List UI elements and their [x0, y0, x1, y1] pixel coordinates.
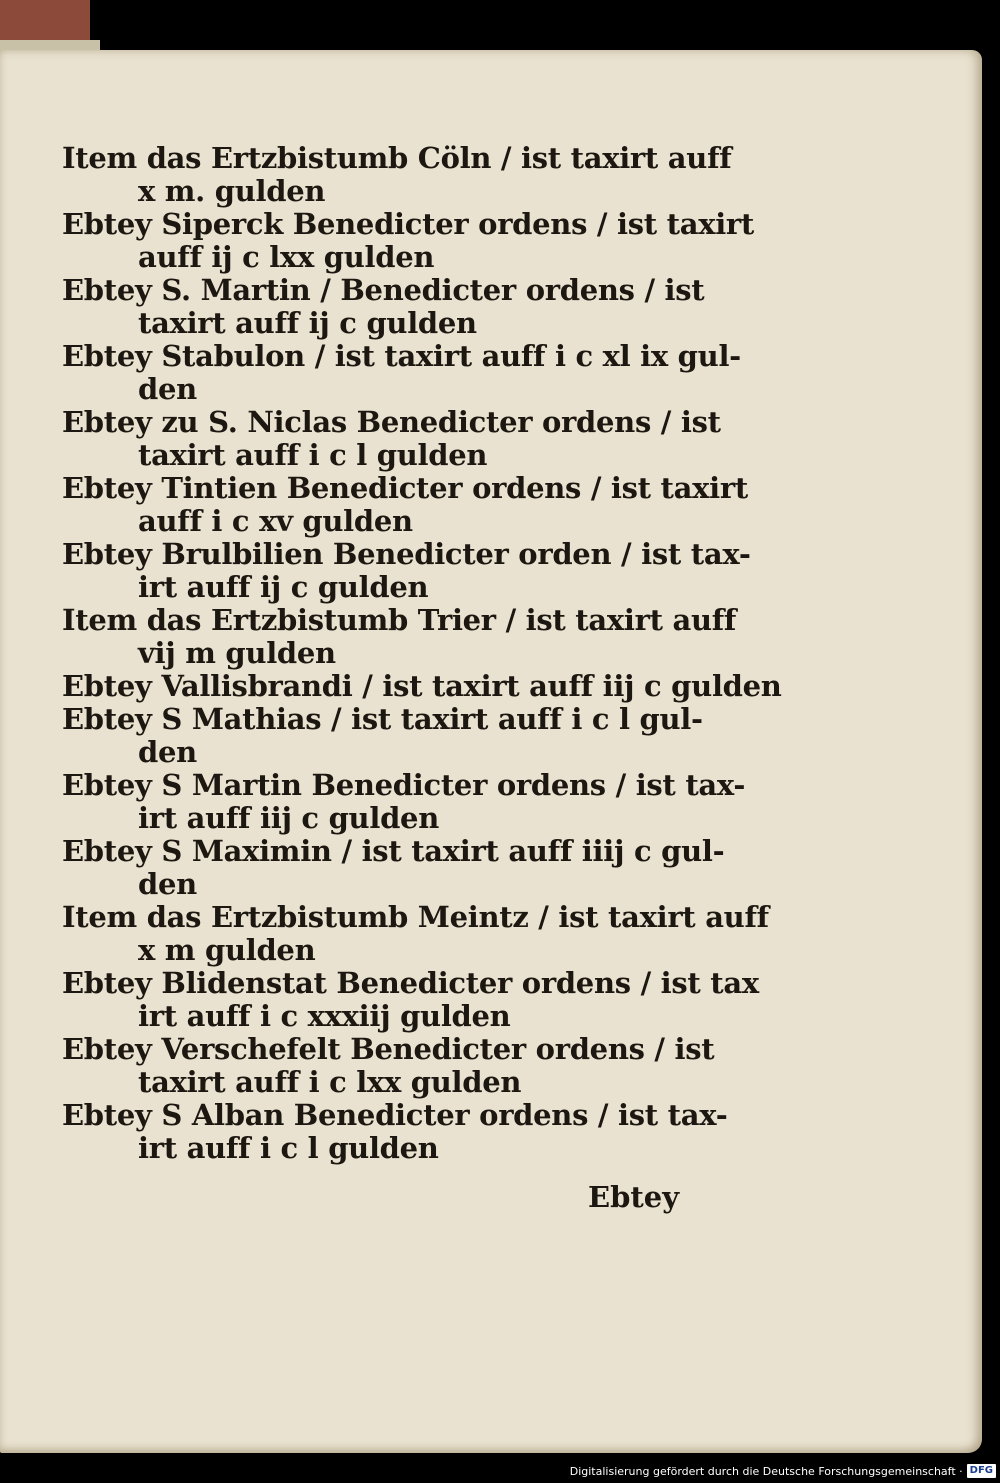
text-line: Ebtey S Mathias / ist taxirt auff i c l gul- [62, 702, 703, 736]
text-line: Ebtey zu S. Niclas Benedicter ordens / ist [62, 405, 721, 439]
text-line: Item das Ertzbistumb Cöln / ist taxirt auff [62, 141, 732, 175]
text-line: irt auff i c l gulden [138, 1131, 439, 1165]
text-line: Ebtey S Martin Benedicter ordens / ist tax- [62, 768, 746, 802]
text-line: den [138, 372, 197, 406]
text-line: Ebtey Vallisbrandi / ist taxirt auff iij c gulden [62, 669, 782, 703]
text-line: Ebtey Stabulon / ist taxirt auff i c xl ix gul- [62, 339, 741, 373]
text-line: Item das Ertzbistumb Meintz / ist taxirt auff [62, 900, 769, 934]
dfg-logo: DFG [967, 1464, 996, 1478]
footer-credit-text: Digitalisierung gefördert durch die Deutsche Forschungsgemeinschaft · [569, 1464, 963, 1478]
text-line: auff i c xv gulden [138, 504, 413, 538]
text-line: Ebtey Brulbilien Benedicter orden / ist tax- [62, 537, 751, 571]
text-line: Ebtey S Alban Benedicter ordens / ist tax- [62, 1098, 728, 1132]
page-text [62, 141, 782, 1165]
text-line: auff ij c lxx gulden [138, 240, 435, 274]
text-line: Ebtey S Maximin / ist taxirt auff iiij c gul- [62, 834, 725, 868]
text-line: irt auff iij c gulden [138, 801, 439, 835]
text-line: den [138, 867, 197, 901]
text-line: taxirt auff i c l gulden [138, 438, 488, 472]
text-line: Ebtey Siperck Benedicter ordens / ist taxirt [62, 207, 755, 241]
text-line: Ebtey Blidenstat Benedicter ordens / ist tax [62, 966, 759, 1000]
text-line: taxirt auff i c lxx gulden [138, 1065, 522, 1099]
footer-credit [570, 1462, 996, 1480]
text-line: x m. gulden [138, 174, 326, 208]
text-line: taxirt auff ij c gulden [138, 306, 477, 340]
text-line: x m gulden [138, 933, 316, 967]
text-line: Item das Ertzbistumb Trier / ist taxirt auff [62, 603, 737, 637]
text-line: irt auff i c xxxiij gulden [138, 999, 511, 1033]
text-line: den [138, 735, 197, 769]
text-line: vij m gulden [138, 636, 336, 670]
text-line: Ebtey Tintien Benedicter ordens / ist taxirt [62, 471, 748, 505]
text-line: irt auff ij c gulden [138, 570, 429, 604]
text-line: Ebtey S. Martin / Benedicter ordens / ist [62, 273, 705, 307]
catchword: Ebtey [588, 1180, 680, 1214]
text-line: Ebtey Verschefelt Benedicter ordens / ist [62, 1032, 715, 1066]
